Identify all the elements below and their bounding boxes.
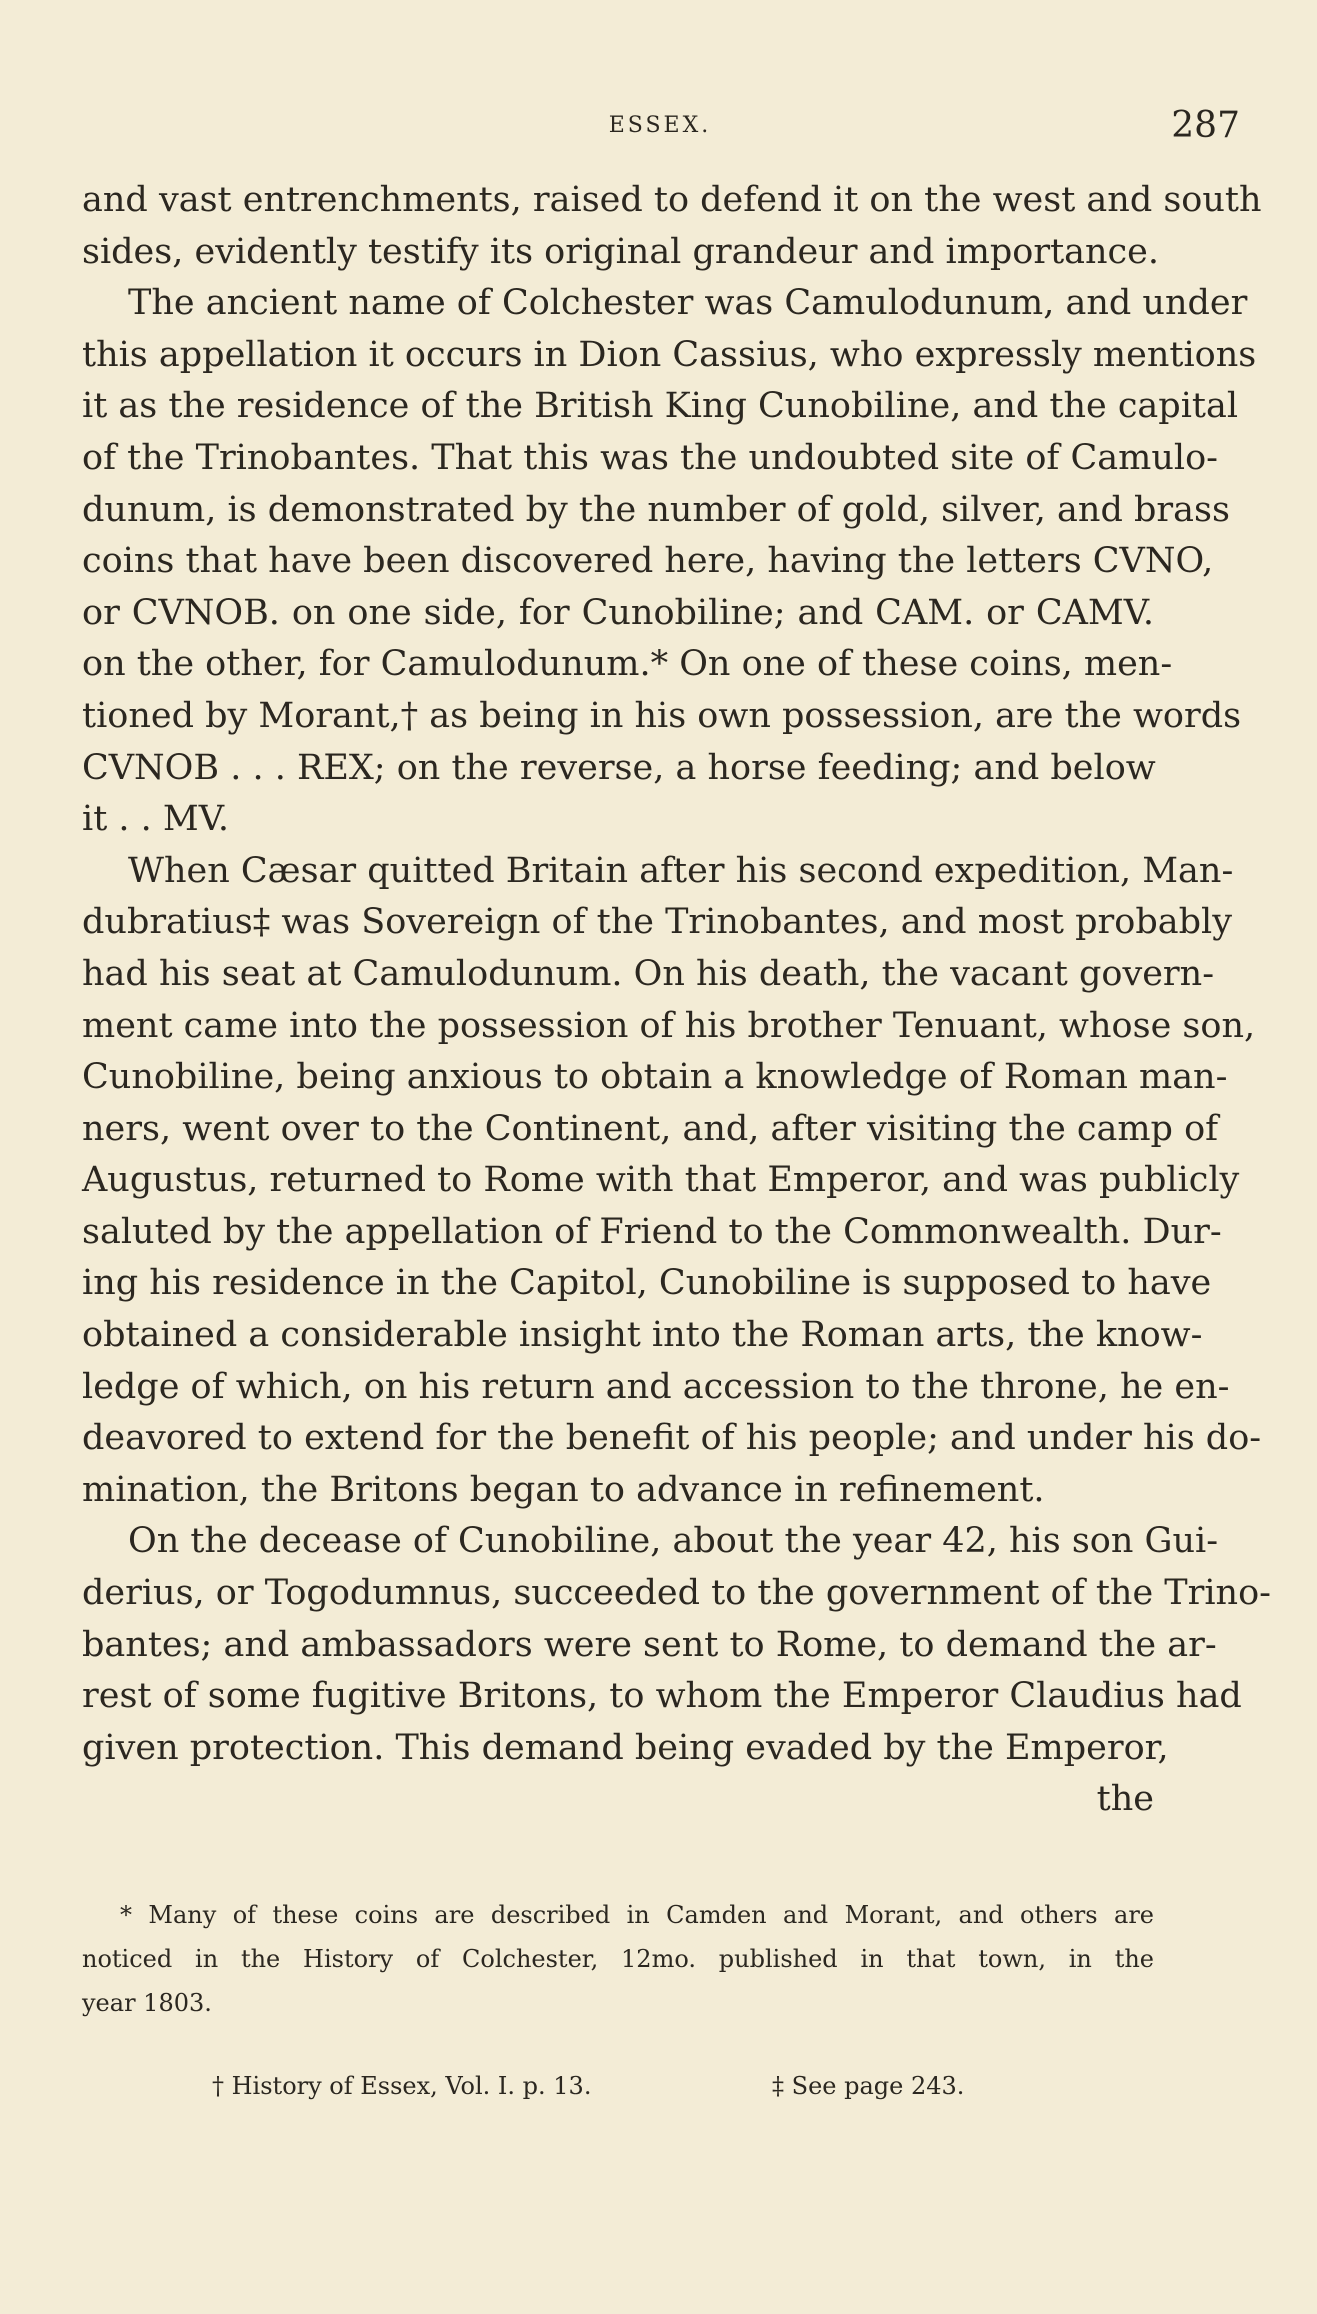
- text-line: ners, went over to the Continent, and, after visiting the camp of: [82, 1108, 1219, 1149]
- text-line: bantes; and ambassadors were sent to Rome, to demand the ar-: [82, 1624, 1217, 1665]
- footnote-double-dagger: ‡ See page 243.: [772, 2072, 965, 2100]
- text-line: it . . MV.: [82, 799, 230, 840]
- text-line: on the other, for Camulodunum.* On one of these coins, men-: [82, 644, 1173, 685]
- text-line: coins that have been discovered here, having the letters CVNO,: [82, 541, 1214, 582]
- footnote-line: year 1803.: [82, 1989, 212, 2017]
- text-line: dubratius‡ was Sovereign of the Trinobantes, and most probably: [82, 902, 1232, 943]
- text-line: ledge of which, on his return and accession to the throne, he en-: [82, 1366, 1230, 1407]
- footnote-dagger: † History of Essex, Vol. I. p. 13.: [212, 2072, 592, 2100]
- text-line: The ancient name of Colchester was Camulodunum, and under: [128, 283, 1248, 324]
- text-line: saluted by the appellation of Friend to the Commonwealth. Dur-: [82, 1211, 1222, 1252]
- footnote-line: noticed in the History of Colchester, 12mo. published in that town, in the: [82, 1945, 1154, 1973]
- footnote-references: [82, 2072, 1154, 2112]
- text-line: given protection. This demand being evaded by the Emperor,: [82, 1727, 1169, 1768]
- text-line: deavored to extend for the benefit of his people; and under his do-: [82, 1418, 1262, 1459]
- page-header: [80, 105, 1240, 155]
- text-line: tioned by Morant,† as being in his own possession, are the words: [82, 695, 1242, 736]
- text-line: had his seat at Camulodunum. On his death, the vacant govern-: [82, 953, 1215, 994]
- text-line: Cunobiline, being anxious to obtain a knowledge of Roman man-: [82, 1057, 1228, 1098]
- text-line: derius, or Togodumnus, succeeded to the government of the Trino-: [82, 1573, 1271, 1614]
- footnotes: [82, 1893, 1154, 2025]
- text-line: mination, the Britons began to advance in refinement.: [82, 1469, 1045, 1510]
- text-line: sides, evidently testify its original grandeur and importance.: [82, 231, 1160, 272]
- text-line: dunum, is demonstrated by the number of gold, silver, and brass: [82, 489, 1230, 530]
- page-number: 287: [1171, 105, 1240, 146]
- text-line: CVNOB . . . REX; on the reverse, a horse feeding; and below: [82, 747, 1156, 788]
- text-line: of the Trinobantes. That this was the undoubted site of Camulo-: [82, 437, 1218, 478]
- text-line: rest of some fugitive Britons, to whom the Emperor Claudius had: [82, 1676, 1242, 1717]
- text-line: ment came into the possession of his brother Tenuant, whose son,: [82, 1005, 1256, 1046]
- body-text: [82, 175, 1271, 1826]
- text-line: ing his residence in the Capitol, Cunobiline is supposed to have: [82, 1263, 1212, 1304]
- catchword: the: [1096, 1779, 1154, 1820]
- text-line: On the decease of Cunobiline, about the year 42, his son Gui-: [128, 1521, 1219, 1562]
- text-line: When Cæsar quitted Britain after his second expedition, Man-: [128, 850, 1234, 891]
- text-line: or CVNOB. on one side, for Cunobiline; and CAM. or CAMV.: [82, 592, 1154, 633]
- running-head: ESSEX.: [608, 113, 712, 138]
- text-line: it as the residence of the British King Cunobiline, and the capital: [82, 386, 1239, 427]
- text-line: this appellation it occurs in Dion Cassius, who expressly mentions: [82, 334, 1257, 375]
- text-line: obtained a considerable insight into the Roman arts, the know-: [82, 1315, 1203, 1356]
- text-line: Augustus, returned to Rome with that Emperor, and was publicly: [82, 1160, 1240, 1201]
- footnote-line: * Many of these coins are described in Camden and Morant, and others are: [120, 1901, 1154, 1929]
- text-line: and vast entrenchments, raised to defend it on the west and south: [82, 180, 1262, 220]
